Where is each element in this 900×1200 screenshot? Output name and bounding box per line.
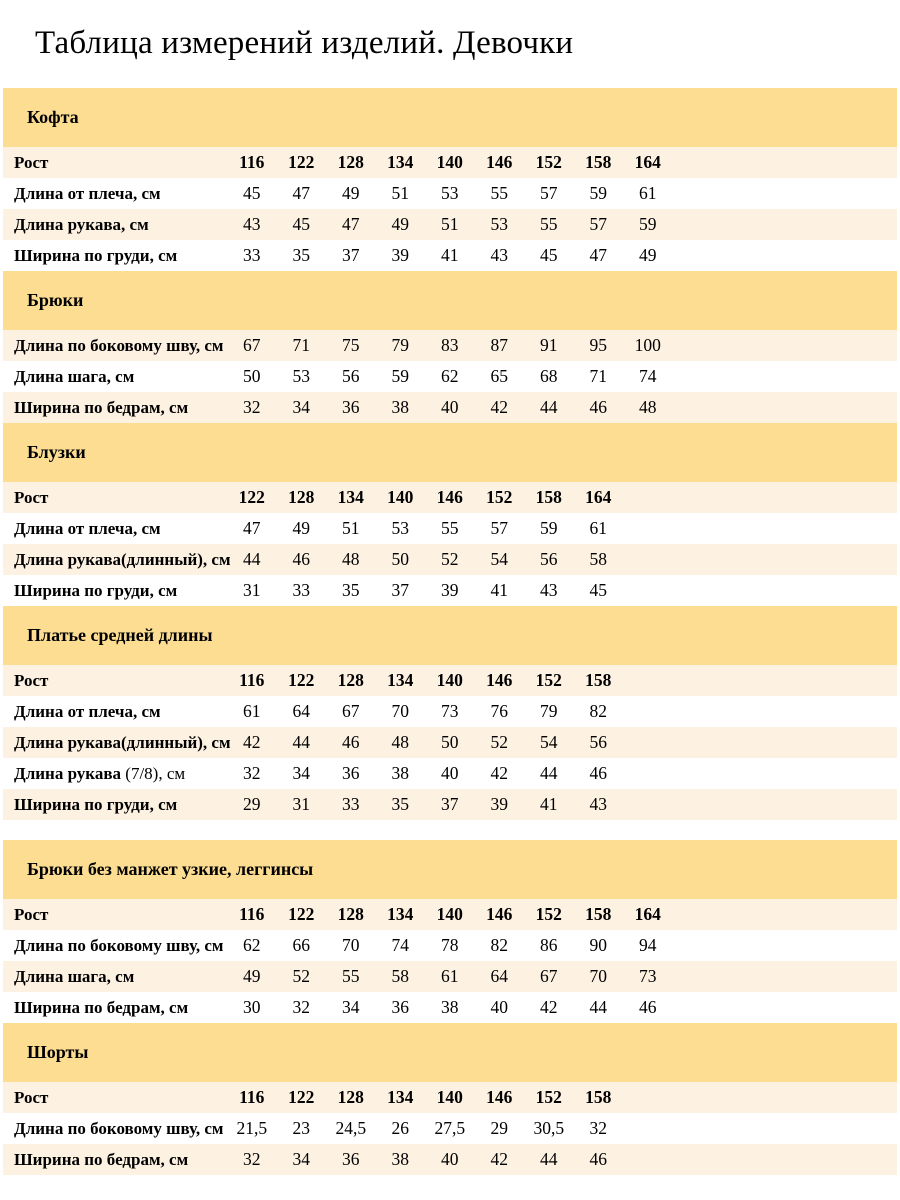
value-cell: 54	[490, 549, 508, 569]
value-cell: 57	[490, 518, 508, 538]
section-header	[3, 423, 897, 482]
value-cell: 53	[490, 214, 508, 234]
value-cell: 61	[243, 701, 261, 721]
value-cell: 42	[243, 732, 261, 752]
value-cell: 32	[243, 763, 261, 783]
table-row	[3, 544, 897, 575]
table-row	[3, 1144, 897, 1175]
value-cell: 43	[540, 580, 558, 600]
size-header-cell: 152	[535, 1087, 562, 1107]
size-header-cell: 146	[486, 670, 513, 690]
value-cell: 44	[292, 732, 310, 752]
row-label-text: Длина рукава, см	[14, 214, 149, 234]
value-cell: 86	[540, 935, 558, 955]
value-cell: 36	[342, 763, 360, 783]
size-header-cell: 134	[387, 904, 414, 924]
table-row	[3, 330, 897, 361]
value-cell: 54	[540, 732, 558, 752]
value-cell: 55	[540, 214, 558, 234]
value-cell: 35	[391, 794, 409, 814]
value-cell: 78	[441, 935, 459, 955]
section-header	[3, 840, 897, 899]
row-label-text: Длина по боковому шву, см	[14, 1118, 224, 1138]
measurement-section-6	[3, 1023, 897, 1175]
value-cell: 46	[342, 732, 360, 752]
table-row	[3, 696, 897, 727]
size-header-cell: 146	[486, 904, 513, 924]
value-cell: 59	[639, 214, 657, 234]
section-title: Платье средней длины	[27, 625, 213, 645]
row-label	[3, 905, 227, 925]
value-cell: 32	[292, 997, 310, 1017]
value-cell: 100	[634, 335, 661, 355]
value-cell: 73	[441, 701, 459, 721]
size-header-cell: 134	[387, 152, 414, 172]
size-header-cell: 134	[387, 1087, 414, 1107]
value-cell: 82	[490, 935, 508, 955]
page-title: Таблица измерений изделий. Девочки	[35, 25, 574, 61]
value-cell: 34	[292, 1149, 310, 1169]
value-cell: 38	[391, 397, 409, 417]
value-cell: 39	[490, 794, 508, 814]
value-cell: 64	[292, 701, 310, 721]
value-cell: 39	[441, 580, 459, 600]
value-cell: 41	[441, 245, 459, 265]
row-label	[3, 246, 227, 266]
value-cell: 53	[391, 518, 409, 538]
value-cell: 47	[589, 245, 607, 265]
size-header-cell: 122	[288, 670, 315, 690]
value-cell: 70	[342, 935, 360, 955]
size-header-cell: 158	[585, 152, 612, 172]
value-cell: 74	[391, 935, 409, 955]
row-label-text: Ширина по бедрам, см	[14, 997, 189, 1017]
value-cell: 41	[540, 794, 558, 814]
size-header-cell: 140	[436, 670, 463, 690]
row-label	[3, 519, 227, 539]
value-cell: 50	[391, 549, 409, 569]
row-label	[3, 367, 227, 387]
value-cell: 82	[589, 701, 607, 721]
value-cell: 27,5	[434, 1118, 466, 1138]
row-label	[3, 702, 227, 722]
size-header-cell: 152	[535, 670, 562, 690]
row-label	[3, 967, 227, 987]
row-label-text: Ширина по груди, см	[14, 580, 178, 600]
value-cell: 40	[441, 397, 459, 417]
size-header-cell: 140	[436, 904, 463, 924]
value-cell: 49	[639, 245, 657, 265]
value-cell: 45	[589, 580, 607, 600]
row-label-text: Рост	[14, 904, 49, 924]
table-row	[3, 361, 897, 392]
value-cell: 66	[292, 935, 310, 955]
value-cell: 34	[292, 763, 310, 783]
size-header-cell: 140	[387, 487, 414, 507]
size-header-cell: 140	[436, 1087, 463, 1107]
size-header-cell: 146	[486, 152, 513, 172]
row-label-suffix: (7/8), см	[121, 763, 186, 783]
value-cell: 24,5	[335, 1118, 367, 1138]
row-label	[3, 936, 227, 956]
section-title: Шорты	[27, 1042, 89, 1062]
table-row	[3, 392, 897, 423]
table-row	[3, 209, 897, 240]
value-cell: 52	[441, 549, 459, 569]
value-cell: 37	[391, 580, 409, 600]
size-header-cell: 134	[387, 670, 414, 690]
value-cell: 57	[589, 214, 607, 234]
value-cell: 44	[540, 397, 558, 417]
value-cell: 47	[292, 183, 310, 203]
value-cell: 30	[243, 997, 261, 1017]
value-cell: 71	[292, 335, 310, 355]
value-cell: 45	[540, 245, 558, 265]
size-header-cell: 146	[436, 487, 463, 507]
table-row	[3, 992, 897, 1023]
row-label-text: Длина от плеча, см	[14, 518, 161, 538]
size-header-cell: 134	[337, 487, 364, 507]
value-cell: 62	[441, 366, 459, 386]
value-cell: 32	[589, 1118, 607, 1138]
value-cell: 40	[441, 763, 459, 783]
value-cell: 45	[243, 183, 261, 203]
size-header-cell: 146	[486, 1087, 513, 1107]
value-cell: 64	[490, 966, 508, 986]
size-header-cell: 128	[337, 904, 364, 924]
size-header-cell: 128	[288, 487, 315, 507]
value-cell: 38	[441, 997, 459, 1017]
size-header-cell: 122	[288, 152, 315, 172]
section-header	[3, 1023, 897, 1082]
value-cell: 49	[391, 214, 409, 234]
value-cell: 43	[490, 245, 508, 265]
row-label-text: Ширина по бедрам, см	[14, 397, 189, 417]
size-header-cell: 158	[585, 1087, 612, 1107]
row-label	[3, 1150, 227, 1170]
row-label	[3, 671, 227, 691]
row-label	[3, 153, 227, 173]
size-header-cell: 122	[288, 904, 315, 924]
size-header-cell: 128	[337, 152, 364, 172]
value-cell: 46	[589, 397, 607, 417]
value-cell: 46	[292, 549, 310, 569]
value-cell: 56	[589, 732, 607, 752]
value-cell: 23	[292, 1118, 310, 1138]
value-cell: 55	[342, 966, 360, 986]
size-header-cell: 158	[585, 904, 612, 924]
measurement-section-1	[3, 88, 897, 271]
value-cell: 43	[589, 794, 607, 814]
row-label-text: Длина рукава	[14, 763, 122, 783]
value-cell: 70	[391, 701, 409, 721]
value-cell: 21,5	[236, 1118, 268, 1138]
measurement-section-2	[3, 271, 897, 423]
value-cell: 56	[342, 366, 360, 386]
size-header-cell: 158	[585, 670, 612, 690]
row-label	[3, 764, 227, 784]
measurement-section-4	[3, 606, 897, 820]
value-cell: 49	[243, 966, 261, 986]
value-cell: 47	[243, 518, 261, 538]
size-header-cell: 164	[634, 904, 661, 924]
row-label-text: Рост	[14, 152, 49, 172]
value-cell: 34	[292, 397, 310, 417]
value-cell: 31	[243, 580, 261, 600]
size-header-row	[3, 147, 897, 178]
size-header-cell: 152	[535, 904, 562, 924]
size-header-cell: 164	[634, 152, 661, 172]
section-header	[3, 88, 897, 147]
section-title: Брюки	[27, 290, 84, 310]
value-cell: 46	[589, 1149, 607, 1169]
value-cell: 87	[490, 335, 508, 355]
size-header-cell: 152	[486, 487, 513, 507]
table-row	[3, 513, 897, 544]
row-label	[3, 336, 227, 356]
row-label	[3, 1088, 227, 1108]
value-cell: 33	[342, 794, 360, 814]
value-cell: 30,5	[533, 1118, 565, 1138]
value-cell: 29	[243, 794, 261, 814]
section-title: Брюки без манжет узкие, леггинсы	[27, 859, 314, 879]
value-cell: 42	[540, 997, 558, 1017]
value-cell: 42	[490, 763, 508, 783]
value-cell: 61	[441, 966, 459, 986]
row-label	[3, 795, 227, 815]
value-cell: 40	[441, 1149, 459, 1169]
row-label-text: Ширина по бедрам, см	[14, 1149, 189, 1169]
value-cell: 58	[589, 549, 607, 569]
value-cell: 44	[540, 1149, 558, 1169]
size-header-cell: 116	[239, 670, 265, 690]
value-cell: 29	[490, 1118, 508, 1138]
size-header-cell: 152	[535, 152, 562, 172]
row-label-text: Ширина по груди, см	[14, 794, 178, 814]
value-cell: 47	[342, 214, 360, 234]
value-cell: 34	[342, 997, 360, 1017]
value-cell: 38	[391, 1149, 409, 1169]
row-label-text: Рост	[14, 670, 49, 690]
size-header-cell: 158	[535, 487, 562, 507]
value-cell: 71	[589, 366, 607, 386]
row-label	[3, 732, 231, 753]
value-cell: 33	[292, 580, 310, 600]
value-cell: 51	[391, 183, 409, 203]
table-row	[3, 727, 897, 758]
value-cell: 49	[292, 518, 310, 538]
row-label	[3, 998, 227, 1018]
table-row	[3, 789, 897, 820]
value-cell: 67	[243, 335, 261, 355]
value-cell: 35	[292, 245, 310, 265]
value-cell: 51	[342, 518, 360, 538]
row-label	[3, 549, 231, 570]
row-label-text: Длина по боковому шву, см	[14, 335, 224, 355]
value-cell: 45	[292, 214, 310, 234]
size-header-row	[3, 899, 897, 930]
size-header-cell: 116	[239, 904, 265, 924]
row-label-text: Ширина по груди, см	[14, 245, 178, 265]
row-label-text: Длина рукава(длинный), см	[14, 732, 231, 752]
value-cell: 59	[589, 183, 607, 203]
value-cell: 44	[243, 549, 261, 569]
value-cell: 61	[589, 518, 607, 538]
value-cell: 46	[589, 763, 607, 783]
value-cell: 56	[540, 549, 558, 569]
table-row	[3, 1113, 897, 1144]
value-cell: 61	[639, 183, 657, 203]
table-row	[3, 240, 897, 271]
value-cell: 79	[540, 701, 558, 721]
value-cell: 90	[589, 935, 607, 955]
value-cell: 79	[391, 335, 409, 355]
value-cell: 83	[441, 335, 459, 355]
value-cell: 55	[490, 183, 508, 203]
size-header-row	[3, 1082, 897, 1113]
value-cell: 44	[540, 763, 558, 783]
value-cell: 42	[490, 1149, 508, 1169]
value-cell: 73	[639, 966, 657, 986]
value-cell: 74	[639, 366, 657, 386]
value-cell: 48	[342, 549, 360, 569]
value-cell: 36	[342, 397, 360, 417]
row-label-text: Длина от плеча, см	[14, 183, 161, 203]
value-cell: 62	[243, 935, 261, 955]
row-label-text: Рост	[14, 487, 49, 507]
size-header-cell: 122	[288, 1087, 315, 1107]
value-cell: 38	[391, 763, 409, 783]
row-label	[3, 1119, 227, 1139]
value-cell: 68	[540, 366, 558, 386]
value-cell: 49	[342, 183, 360, 203]
value-cell: 37	[342, 245, 360, 265]
section-title: Блузки	[27, 442, 86, 462]
size-header-cell: 116	[239, 1087, 265, 1107]
value-cell: 95	[589, 335, 607, 355]
size-header-cell: 140	[436, 152, 463, 172]
value-cell: 52	[292, 966, 310, 986]
value-cell: 75	[342, 335, 360, 355]
section-header	[3, 271, 897, 330]
value-cell: 39	[391, 245, 409, 265]
size-header-row	[3, 665, 897, 696]
value-cell: 65	[490, 366, 508, 386]
value-cell: 53	[292, 366, 310, 386]
value-cell: 48	[639, 397, 657, 417]
value-cell: 76	[490, 701, 508, 721]
value-cell: 67	[540, 966, 558, 986]
row-label-text: Длина рукава(длинный), см	[14, 549, 231, 569]
table-row	[3, 961, 897, 992]
value-cell: 33	[243, 245, 261, 265]
size-header-row	[3, 482, 897, 513]
row-label	[3, 184, 227, 204]
section-header	[3, 606, 897, 665]
value-cell: 26	[391, 1118, 409, 1138]
measurement-section-3	[3, 423, 897, 606]
value-cell: 70	[589, 966, 607, 986]
row-label	[3, 398, 227, 418]
value-cell: 42	[490, 397, 508, 417]
size-header-cell: 128	[337, 670, 364, 690]
value-cell: 50	[441, 732, 459, 752]
row-label	[3, 488, 227, 508]
row-label	[3, 215, 227, 235]
value-cell: 32	[243, 397, 261, 417]
value-cell: 53	[441, 183, 459, 203]
value-cell: 59	[391, 366, 409, 386]
measurement-section-5	[3, 840, 897, 1023]
value-cell: 36	[342, 1149, 360, 1169]
row-label-text: Рост	[14, 1087, 49, 1107]
value-cell: 41	[490, 580, 508, 600]
value-cell: 31	[292, 794, 310, 814]
value-cell: 40	[490, 997, 508, 1017]
value-cell: 35	[342, 580, 360, 600]
table-row	[3, 758, 897, 789]
value-cell: 32	[243, 1149, 261, 1169]
measurement-tables	[3, 88, 897, 1175]
table-row	[3, 178, 897, 209]
value-cell: 91	[540, 335, 558, 355]
value-cell: 55	[441, 518, 459, 538]
table-row	[3, 930, 897, 961]
value-cell: 58	[391, 966, 409, 986]
value-cell: 94	[639, 935, 657, 955]
row-label-text: Длина шага, см	[14, 966, 135, 986]
row-label-text: Длина шага, см	[14, 366, 135, 386]
value-cell: 59	[540, 518, 558, 538]
value-cell: 44	[589, 997, 607, 1017]
value-cell: 51	[441, 214, 459, 234]
row-label	[3, 581, 227, 601]
value-cell: 36	[391, 997, 409, 1017]
row-label-text: Длина по боковому шву, см	[14, 935, 224, 955]
value-cell: 50	[243, 366, 261, 386]
size-header-cell: 116	[239, 152, 265, 172]
size-header-cell: 128	[337, 1087, 364, 1107]
row-label-text: Длина от плеча, см	[14, 701, 161, 721]
value-cell: 48	[391, 732, 409, 752]
table-row	[3, 575, 897, 606]
value-cell: 37	[441, 794, 459, 814]
size-header-cell: 122	[238, 487, 265, 507]
section-title: Кофта	[27, 107, 79, 127]
value-cell: 67	[342, 701, 360, 721]
value-cell: 52	[490, 732, 508, 752]
value-cell: 43	[243, 214, 261, 234]
size-header-cell: 164	[585, 487, 612, 507]
value-cell: 57	[540, 183, 558, 203]
value-cell: 46	[639, 997, 657, 1017]
